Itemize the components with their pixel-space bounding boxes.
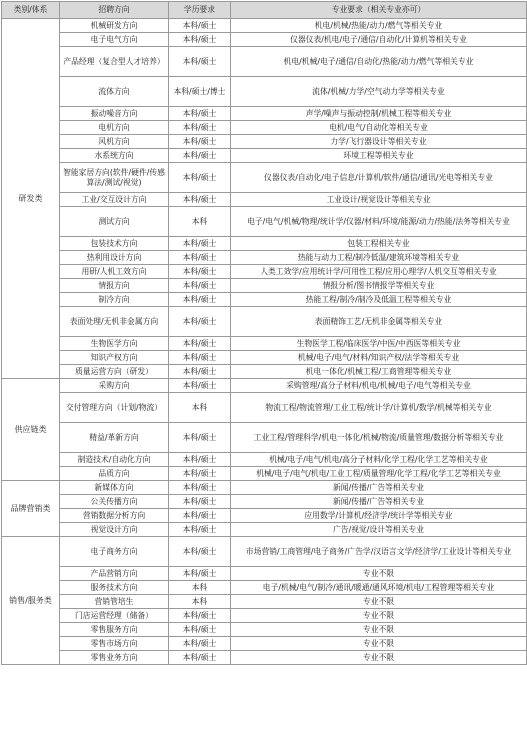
major-cell: 人类工效学/应用统计学/可用性工程/应用心理学/人机交互等相关专业 bbox=[231, 265, 527, 279]
direction-cell: 营销数据分析方向 bbox=[60, 509, 169, 523]
table-row bbox=[2, 33, 527, 47]
degree-cell: 本科/硕士 bbox=[169, 609, 231, 623]
direction-cell: 零售服务方向 bbox=[60, 623, 169, 637]
table-row bbox=[2, 149, 527, 163]
direction-cell: 零售市场方向 bbox=[60, 637, 169, 651]
major-cell: 工业设计/视觉设计等相关专业 bbox=[231, 193, 527, 207]
degree-cell: 本科/硕士/博士 bbox=[169, 77, 231, 107]
direction-cell: 精益/革新方向 bbox=[60, 423, 169, 453]
degree-cell: 本科/硕士 bbox=[169, 237, 231, 251]
table-row bbox=[2, 651, 527, 665]
degree-cell: 本科/硕士 bbox=[169, 423, 231, 453]
major-cell: 力学/飞行器设计等相关专业 bbox=[231, 135, 527, 149]
major-cell: 流体/机械/力学/空气动力学等相关专业 bbox=[231, 77, 527, 107]
direction-cell: 质量运营方向（研发） bbox=[60, 365, 169, 379]
table-row bbox=[2, 453, 527, 467]
degree-cell: 本科/硕士 bbox=[169, 365, 231, 379]
major-cell: 热能工程/制冷/制冷及低温工程等相关专业 bbox=[231, 293, 527, 307]
degree-cell: 本科/硕士 bbox=[169, 337, 231, 351]
major-cell: 专业不限 bbox=[231, 623, 527, 637]
degree-cell: 本科 bbox=[169, 595, 231, 609]
major-cell: 环境工程等相关专业 bbox=[231, 149, 527, 163]
table-row bbox=[2, 609, 527, 623]
direction-cell: 电子商务方向 bbox=[60, 537, 169, 567]
major-cell: 包装工程相关专业 bbox=[231, 237, 527, 251]
header-direction: 招聘方向 bbox=[60, 2, 169, 19]
major-cell: 专业不限 bbox=[231, 595, 527, 609]
direction-cell: 电子电气方向 bbox=[60, 33, 169, 47]
degree-cell: 本科/硕士 bbox=[169, 509, 231, 523]
table-row bbox=[2, 495, 527, 509]
major-cell: 专业不限 bbox=[231, 609, 527, 623]
degree-cell: 本科/硕士 bbox=[169, 193, 231, 207]
table-row bbox=[2, 481, 527, 495]
major-cell: 物流工程/物流管理/工业工程/统计学/计算机/数学/机械等相关专业 bbox=[231, 393, 527, 423]
table-row bbox=[2, 121, 527, 135]
table-row bbox=[2, 365, 527, 379]
major-cell: 电子/电气/机械/物理/统计学/仪器/材料/环境/能源/动力/热能/法务等相关专业 bbox=[231, 207, 527, 237]
table-row bbox=[2, 19, 527, 33]
major-cell: 电子/机械/电气/制冷/通讯/暖通/通风环境/机电/工程管理等相关专业 bbox=[231, 581, 527, 595]
table-row bbox=[2, 467, 527, 481]
direction-cell: 服务技术方向 bbox=[60, 581, 169, 595]
degree-cell: 本科/硕士 bbox=[169, 47, 231, 77]
table-row bbox=[2, 351, 527, 365]
recruitment-table bbox=[1, 1, 527, 665]
major-cell: 表面精饰工艺/无机非金属等相关专业 bbox=[231, 307, 527, 337]
table-row bbox=[2, 237, 527, 251]
direction-cell: 智能家居方向(软件/硬件/传感算法/测试/视觉) bbox=[60, 163, 169, 193]
degree-cell: 本科/硕士 bbox=[169, 279, 231, 293]
degree-cell: 本科/硕士 bbox=[169, 149, 231, 163]
table-row bbox=[2, 567, 527, 581]
degree-cell: 本科 bbox=[169, 393, 231, 423]
header-major: 专业要求（相关专业亦可） bbox=[231, 2, 527, 19]
table-row bbox=[2, 637, 527, 651]
degree-cell: 本科/硕士 bbox=[169, 265, 231, 279]
direction-cell: 公关传播方向 bbox=[60, 495, 169, 509]
major-cell: 市场营销/工商管理/电子商务/广告学/汉语言文学/经济学/工业设计等相关专业 bbox=[231, 537, 527, 567]
major-cell: 机械/电子/电气/机电/高分子材料/化学工程/化学工艺等相关专业 bbox=[231, 453, 527, 467]
table-row bbox=[2, 379, 527, 393]
table-body bbox=[2, 19, 527, 665]
degree-cell: 本科/硕士 bbox=[169, 33, 231, 47]
table-row bbox=[2, 523, 527, 537]
direction-cell: 风机方向 bbox=[60, 135, 169, 149]
header-row bbox=[2, 2, 527, 19]
degree-cell: 本科/硕士 bbox=[169, 251, 231, 265]
direction-cell: 包装技术方向 bbox=[60, 237, 169, 251]
direction-cell: 用研/人机工效方向 bbox=[60, 265, 169, 279]
major-cell: 专业不限 bbox=[231, 567, 527, 581]
category-cell: 供应链类 bbox=[2, 379, 60, 481]
degree-cell: 本科/硕士 bbox=[169, 467, 231, 481]
major-cell: 热能与动力工程/制冷低温/建筑环境等相关专业 bbox=[231, 251, 527, 265]
degree-cell: 本科/硕士 bbox=[169, 523, 231, 537]
direction-cell: 交付管理方向（计划/物流） bbox=[60, 393, 169, 423]
table-row bbox=[2, 193, 527, 207]
table-row bbox=[2, 207, 527, 237]
category-cell: 销售/服务类 bbox=[2, 537, 60, 665]
major-cell: 工业工程/管理科学/机电一体化/机械/物流/质量管理/数据分析等相关专业 bbox=[231, 423, 527, 453]
major-cell: 仪器仪表/自动化/电子信息/计算机/软件/通信/通讯/光电等相关专业 bbox=[231, 163, 527, 193]
table-row bbox=[2, 509, 527, 523]
direction-cell: 营销管培生 bbox=[60, 595, 169, 609]
major-cell: 新闻/传播/广告等相关专业 bbox=[231, 481, 527, 495]
direction-cell: 表面处理/无机非金属方向 bbox=[60, 307, 169, 337]
major-cell: 专业不限 bbox=[231, 637, 527, 651]
table-row bbox=[2, 423, 527, 453]
direction-cell: 生物医学方向 bbox=[60, 337, 169, 351]
direction-cell: 电机方向 bbox=[60, 121, 169, 135]
degree-cell: 本科/硕士 bbox=[169, 379, 231, 393]
major-cell: 仪器仪表/机电/电子/通信/自动化/计算机等相关专业 bbox=[231, 33, 527, 47]
table-row bbox=[2, 163, 527, 193]
degree-cell: 本科/硕士 bbox=[169, 19, 231, 33]
direction-cell: 产品营销方向 bbox=[60, 567, 169, 581]
table-row bbox=[2, 293, 527, 307]
table-row bbox=[2, 279, 527, 293]
degree-cell: 本科/硕士 bbox=[169, 637, 231, 651]
table-row bbox=[2, 307, 527, 337]
degree-cell: 本科 bbox=[169, 581, 231, 595]
direction-cell: 品质方向 bbox=[60, 467, 169, 481]
direction-cell: 测试方向 bbox=[60, 207, 169, 237]
major-cell: 新闻/传播/广告等相关专业 bbox=[231, 495, 527, 509]
major-cell: 声学/噪声与振动控制/机械工程等相关专业 bbox=[231, 107, 527, 121]
degree-cell: 本科/硕士 bbox=[169, 307, 231, 337]
direction-cell: 制冷方向 bbox=[60, 293, 169, 307]
direction-cell: 机械研发方向 bbox=[60, 19, 169, 33]
header-degree: 学历要求 bbox=[169, 2, 231, 19]
category-cell: 研发类 bbox=[2, 19, 60, 379]
direction-cell: 采购方向 bbox=[60, 379, 169, 393]
major-cell: 机械/电子/电气/材料/知识产权/法学等相关专业 bbox=[231, 351, 527, 365]
degree-cell: 本科/硕士 bbox=[169, 651, 231, 665]
direction-cell: 知识产权方向 bbox=[60, 351, 169, 365]
direction-cell: 零售业务方向 bbox=[60, 651, 169, 665]
table-row bbox=[2, 623, 527, 637]
major-cell: 应用数学/计算机/经济学/统计学等相关专业 bbox=[231, 509, 527, 523]
degree-cell: 本科/硕士 bbox=[169, 495, 231, 509]
table-row bbox=[2, 337, 527, 351]
table-row bbox=[2, 135, 527, 149]
degree-cell: 本科/硕士 bbox=[169, 293, 231, 307]
direction-cell: 水系统方向 bbox=[60, 149, 169, 163]
degree-cell: 本科 bbox=[169, 207, 231, 237]
direction-cell: 流体方向 bbox=[60, 77, 169, 107]
direction-cell: 产品经理（复合型人才培养） bbox=[60, 47, 169, 77]
degree-cell: 本科/硕士 bbox=[169, 135, 231, 149]
degree-cell: 本科/硕士 bbox=[169, 453, 231, 467]
table-row bbox=[2, 107, 527, 121]
degree-cell: 本科/硕士 bbox=[169, 537, 231, 567]
major-cell: 机电/机械/电子/通信/自动化/热能/动力/燃气等相关专业 bbox=[231, 47, 527, 77]
degree-cell: 本科/硕士 bbox=[169, 351, 231, 365]
category-cell: 品牌营销类 bbox=[2, 481, 60, 537]
major-cell: 专业不限 bbox=[231, 651, 527, 665]
degree-cell: 本科/硕士 bbox=[169, 163, 231, 193]
table-row bbox=[2, 595, 527, 609]
major-cell: 生物医学工程/临床医学/中医/中西医等相关专业 bbox=[231, 337, 527, 351]
direction-cell: 振动噪音方向 bbox=[60, 107, 169, 121]
major-cell: 采购管理/高分子材料/机电/机械/电子/电气等相关专业 bbox=[231, 379, 527, 393]
direction-cell: 热利用设计方向 bbox=[60, 251, 169, 265]
major-cell: 情报分析/图书情报学等相关专业 bbox=[231, 279, 527, 293]
table-row bbox=[2, 47, 527, 77]
direction-cell: 工业/交互设计方向 bbox=[60, 193, 169, 207]
table-row bbox=[2, 265, 527, 279]
degree-cell: 本科/硕士 bbox=[169, 481, 231, 495]
degree-cell: 本科/硕士 bbox=[169, 567, 231, 581]
degree-cell: 本科/硕士 bbox=[169, 623, 231, 637]
major-cell: 机电/机械/热能/动力/燃气等相关专业 bbox=[231, 19, 527, 33]
table-row bbox=[2, 251, 527, 265]
degree-cell: 本科/硕士 bbox=[169, 121, 231, 135]
direction-cell: 制造技术/自动化方向 bbox=[60, 453, 169, 467]
major-cell: 机械/电子/电气/机电/工业工程/质量管理/化学工程/化学工艺等相关专业 bbox=[231, 467, 527, 481]
table-row bbox=[2, 537, 527, 567]
table-row bbox=[2, 77, 527, 107]
table-row bbox=[2, 581, 527, 595]
direction-cell: 视觉设计方向 bbox=[60, 523, 169, 537]
table-row bbox=[2, 393, 527, 423]
direction-cell: 情报方向 bbox=[60, 279, 169, 293]
direction-cell: 新媒体方向 bbox=[60, 481, 169, 495]
direction-cell: 门店运营经理（储备） bbox=[60, 609, 169, 623]
major-cell: 电机/电气/自动化等相关专业 bbox=[231, 121, 527, 135]
header-category: 类别/体系 bbox=[2, 2, 60, 19]
major-cell: 机电一体化/机械工程/工商管理等相关专业 bbox=[231, 365, 527, 379]
degree-cell: 本科/硕士 bbox=[169, 107, 231, 121]
major-cell: 广告/视觉/设计等相关专业 bbox=[231, 523, 527, 537]
